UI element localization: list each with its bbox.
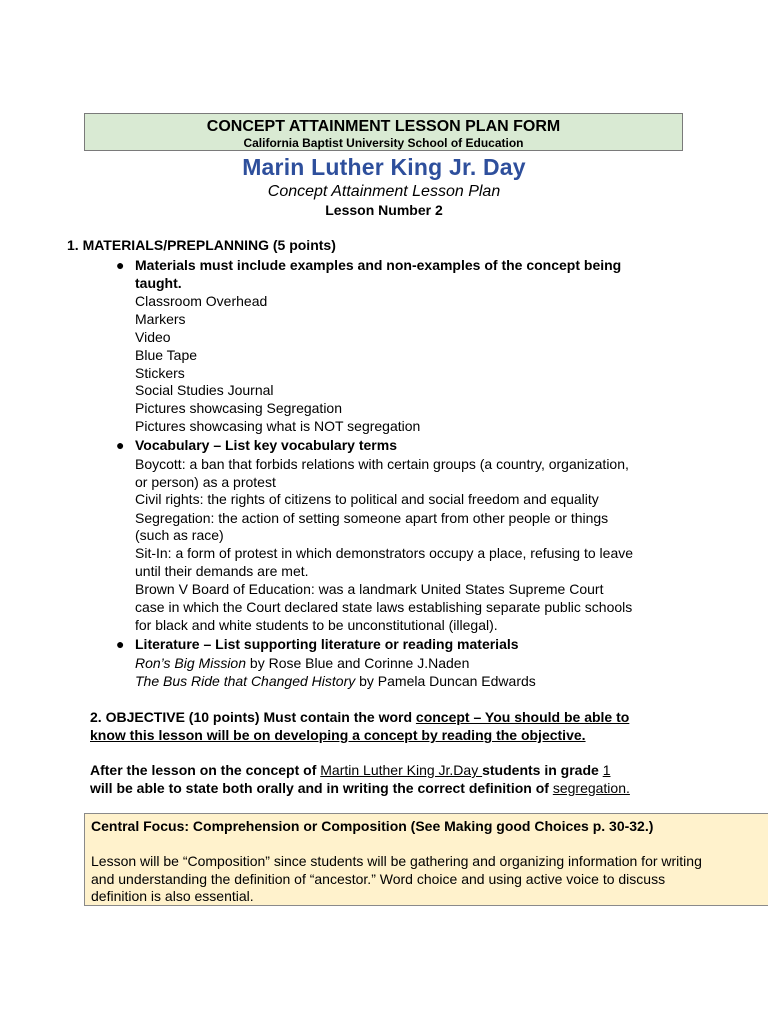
vocab-line: Segregation: the action of setting someone apart from other people or things [135,510,609,526]
central-focus-body-line: Lesson will be “Composition” since students will be gathering and organizing information for writing [91,853,702,869]
objective-heading-line2: know this lesson will be on developing a concept by reading the objective. [90,727,586,743]
vocabulary-bullet: Vocabulary – List key vocabulary terms [135,437,397,453]
objective-text: will be able to state both orally and in writing the correct definition of [90,780,553,796]
objective-term: segregation. [552,780,630,796]
vocab-line: or person) as a protest [135,474,276,490]
book-title: Ron’s Big Mission [135,655,247,671]
materials-bullet-line: Materials must include examples and non-examples of the concept being [135,257,622,273]
vocab-line: until their demands are met. [135,563,309,579]
central-focus-box [84,813,768,906]
materials-bullet-line: taught. [135,275,182,291]
material-item: Blue Tape [135,347,198,363]
material-item: Pictures showcasing Segregation [135,400,343,416]
book-author: by Rose Blue and Corinne J.Naden [246,655,470,671]
vocab-line: Brown V Board of Education: was a landmark United States Supreme Court [135,581,604,597]
literature-item [135,673,536,691]
vocab-line: for black and white students to be unconstitutional (illegal). [135,617,498,633]
document-subtitle: Concept Attainment Lesson Plan [267,183,501,200]
objective-text: After the lesson on the concept of [90,762,321,778]
section-objective-heading [90,709,629,727]
form-header-box [84,113,683,151]
school-name: California Baptist University School of Education [243,136,524,150]
vocab-line: Boycott: a ban that forbids relations with certain groups (a country, organization, [135,456,629,472]
bullet-icon: ● [116,257,125,273]
objective-heading-text: 2. OBJECTIVE (10 points) Must contain the word [90,709,416,725]
book-author: by Pamela Duncan Edwards [355,673,536,689]
central-focus-heading: Central Focus: Comprehension or Composition (See Making good Choices p. 30-32.) [91,818,654,834]
objective-concept: Martin Luther King Jr.Day [320,762,483,778]
bullet-icon: ● [116,437,125,453]
material-item: Classroom Overhead [135,293,268,309]
objective-text: students in grade [482,762,603,778]
document-title: Marin Luther King Jr. Day [242,154,526,180]
objective-statement-line2 [90,780,630,798]
material-item: Video [135,329,171,345]
literature-bullet: Literature – List supporting literature or reading materials [135,636,519,652]
vocab-line: (such as race) [135,527,224,543]
form-title: CONCEPT ATTAINMENT LESSON PLAN FORM [206,118,561,135]
bullet-icon: ● [116,636,125,652]
section-materials-heading: 1. MATERIALS/PREPLANNING (5 points) [67,237,336,253]
objective-grade: 1 [602,762,611,778]
material-item: Social Studies Journal [135,382,274,398]
material-item: Stickers [135,365,185,381]
lesson-number: Lesson Number 2 [325,202,443,218]
vocab-line: Sit-In: a form of protest in which demonstrators occupy a place, refusing to leave [135,545,634,561]
central-focus-body-line: definition is also essential. [91,888,254,904]
vocab-line: Civil rights: the rights of citizens to political and social freedom and equality [135,491,599,507]
objective-statement [90,762,610,780]
material-item: Markers [135,311,186,327]
material-item: Pictures showcasing what is NOT segregation [135,418,421,434]
book-title: The Bus Ride that Changed History [135,673,356,689]
objective-heading-underlined: concept – You should be able to [415,709,630,725]
literature-item [135,655,469,673]
central-focus-body-line: and understanding the definition of “ancestor.” Word choice and using active voice to discuss [91,871,666,887]
vocab-line: case in which the Court declared state laws establishing separate public schools [135,599,633,615]
